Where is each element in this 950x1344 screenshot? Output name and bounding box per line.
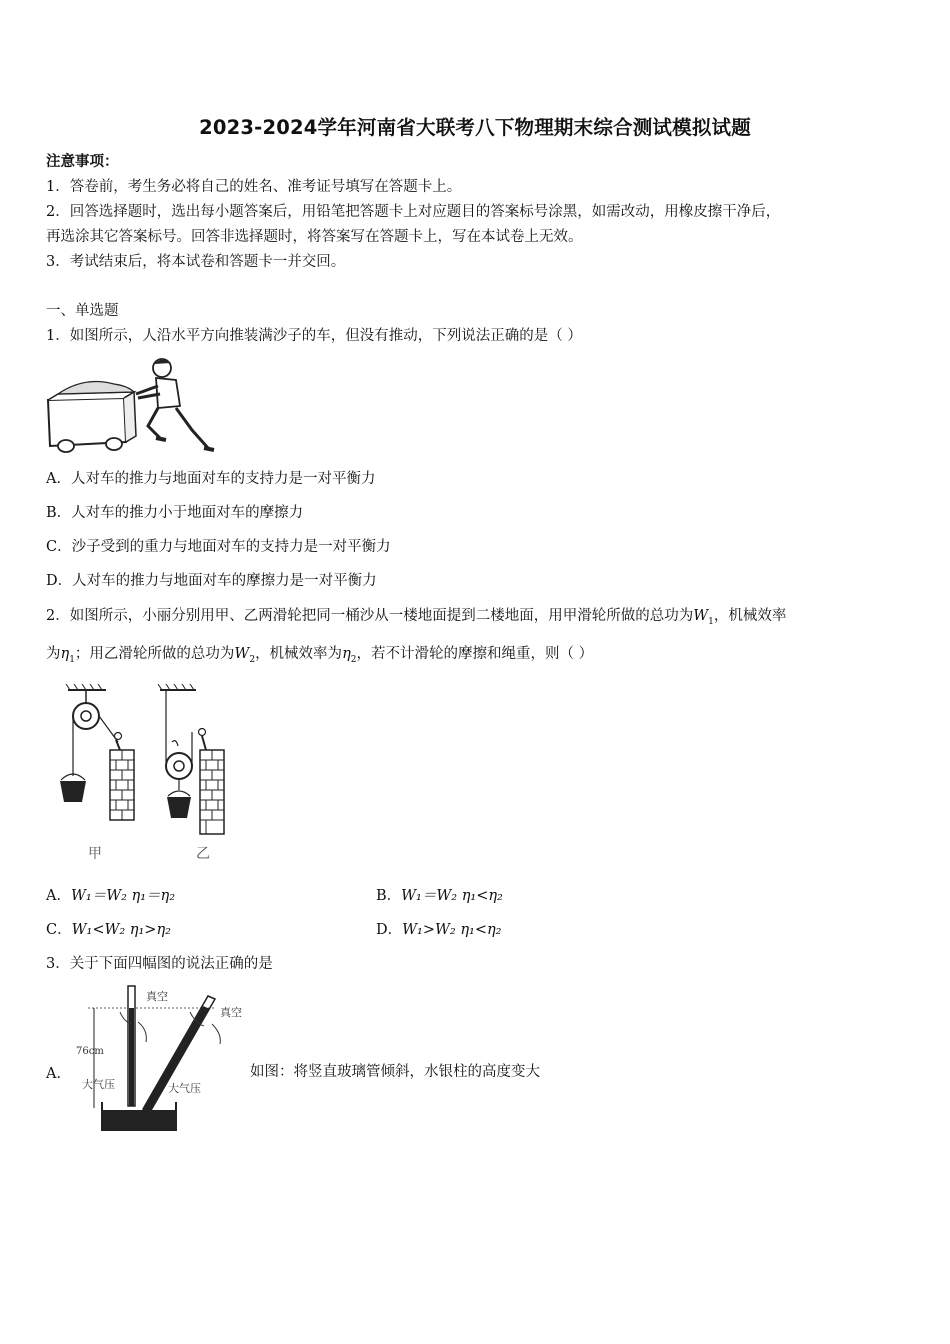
- q2-stem-part: ，若不计滑轮的摩擦和绳重，则（ ）: [356, 646, 594, 662]
- q3-option-a-letter: A．: [46, 1066, 71, 1082]
- q2-stem-part: ，机械效率: [713, 608, 787, 624]
- q2-stem-part: 为: [46, 646, 61, 662]
- notice-item-3: 3．考试结束后，将本试卷和答题卡一并交回。: [46, 254, 346, 270]
- symbol-w2: W: [234, 646, 250, 662]
- q2-option-b: [376, 886, 503, 906]
- atm-label-1: 大气压: [82, 1078, 115, 1091]
- q2-stem-part: 2．如图所示，小丽分别用甲、乙两滑轮把同一桶沙从一楼地面提到二楼地面，用甲滑轮所做的总功为: [46, 608, 694, 624]
- option-letter: B．: [376, 888, 402, 904]
- symbol-eta1: η: [60, 646, 70, 662]
- option-letter: C．: [46, 922, 72, 938]
- cart-push-illustration: [44, 354, 216, 458]
- page-title: 2023-2024学年河南省大联考八下物理期末综合测试模拟试题: [199, 116, 751, 139]
- question-2-stem-line2: [46, 644, 593, 670]
- option-letter: A．: [46, 888, 71, 904]
- figure-label-jia: 甲: [88, 846, 102, 862]
- height-label: 76cm: [76, 1046, 104, 1057]
- subscript: 2: [350, 654, 357, 665]
- notice-heading: 注意事项：: [46, 153, 119, 170]
- subscript: 2: [249, 654, 256, 665]
- pulley-illustration: [48, 684, 238, 864]
- option-text: W₁>W₂ η₁<η₂: [402, 922, 502, 938]
- q2-option-c: [46, 920, 171, 940]
- q2-option-d: [376, 920, 501, 940]
- notice-item-2-cont: 再选涂其它答案标号。回答非选择题时，将答案写在答题卡上，写在本试卷上无效。: [46, 229, 583, 245]
- question-1-stem: 1．如图所示，人沿水平方向推装满沙子的车，但没有推动，下列说法正确的是（ ）: [46, 328, 582, 344]
- q1-option-c: C．沙子受到的重力与地面对车的支持力是一对平衡力: [46, 539, 391, 555]
- notice-item-2: 2．回答选择题时，选出每小题答案后，用铅笔把答题卡上对应题目的答案标号涂黑，如需改动，用橡皮擦干净后，: [46, 204, 781, 220]
- q2-stem-part: ，机械效率为: [255, 646, 343, 662]
- question-3-stem: 3．关于下面四幅图的说法正确的是: [46, 956, 273, 972]
- option-text: W₁<W₂ η₁>η₂: [71, 922, 171, 938]
- notice-item-1: 1．答卷前，考生务必将自己的姓名、准考证号填写在答题卡上。: [46, 179, 462, 195]
- vacuum-label-2: 真空: [220, 1006, 242, 1019]
- figure-label-yi: 乙: [196, 846, 210, 862]
- q1-option-d: D．人对车的推力与地面对车的摩擦力是一对平衡力: [46, 573, 377, 589]
- symbol-eta2: η: [342, 646, 351, 662]
- option-text: W₁＝W₂ η₁<η₂: [401, 888, 503, 904]
- atm-label-2: 大气压: [168, 1082, 201, 1095]
- section-heading: 一、单选题: [46, 303, 119, 319]
- q3-option-a-text: 如图：将竖直玻璃管倾斜，水银柱的高度变大: [250, 1064, 540, 1080]
- q2-stem-part: ；用乙滑轮所做的总功为: [74, 646, 235, 662]
- option-text: W₁＝W₂ η₁＝η₂: [70, 888, 176, 904]
- q1-option-a: A．人对车的推力与地面对车的支持力是一对平衡力: [46, 471, 376, 487]
- q2-option-a: [46, 886, 175, 906]
- question-2-stem-line1: [46, 606, 786, 632]
- option-letter: D．: [376, 922, 403, 938]
- symbol-w1: W: [693, 608, 709, 624]
- q1-option-b: B．人对车的推力小于地面对车的摩擦力: [46, 505, 304, 521]
- vacuum-label-1: 真空: [146, 990, 168, 1003]
- subscript: 1: [69, 654, 75, 665]
- torricelli-experiment-illustration: [76, 982, 252, 1136]
- subscript: 1: [708, 616, 714, 627]
